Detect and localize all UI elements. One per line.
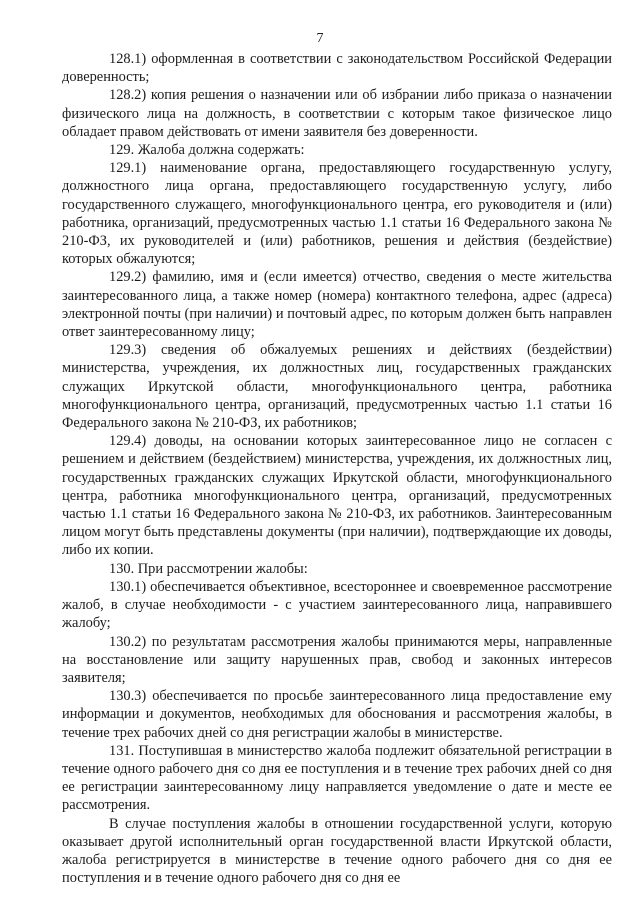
paragraph-130-heading: 130. При рассмотрении жалобы:	[109, 560, 308, 577]
paragraph-129-2: 129.2) фамилию, имя и (если имеется) отчество, сведения о месте жительства заинтересованного лица, а также номер (номера) контактного телефона, адрес (адреса) электронной почты (при наличии) и почтовый адрес, по которым должен быть направлен ответ заинтересованному лицу;	[62, 269, 612, 341]
paragraph-129-4: 129.4) доводы, на основании которых заинтересованное лицо не согласен с решением и действием (бездействием) министерства, учреждения, их должностных лиц, государственных гражданских служащих Иркутской области, многофункционального центра, работника многофункционального центра, организаций, предусмотренных частью 1.1 статьи 16 Федерального закона № 210-ФЗ, их работников. Заинтересованным лицом могут быть представлены документы (при наличии), подтверждающие их доводы, либо их копии.	[62, 433, 612, 559]
paragraph-131: 131. Поступившая в министерство жалоба подлежит обязательной регистрации в течение одного рабочего дня со дня ее поступления и в течение трех рабочих дней со дня ее регистрации заинтересованному лицу направляется уведомление о дате и месте ее рассмотрения.	[62, 742, 612, 814]
document-body	[62, 50, 612, 887]
paragraph-130-3: 130.3) обеспечивается по просьбе заинтересованного лица предоставление ему информации и документов, необходимых для обоснования и рассмотрения жалобы, в течение трех рабочих дней со дня регистрации жалобы в министерстве.	[62, 688, 612, 741]
paragraph-129-3: 129.3) сведения об обжалуемых решениях и действиях (бездействии) министерства, учреждения, их должностных лиц, государственных гражданских служащих Иркутской области, многофункционального центра, работника многофункционального центра, организаций, предусмотренных частью 1.1 статьи 16 Федерального закона № 210-ФЗ, их работников;	[62, 342, 612, 432]
paragraph-128-1: 128.1) оформленная в соответствии с законодательством Российской Федерации доверенность;	[62, 51, 612, 86]
paragraph-129-1: 129.1) наименование органа, предоставляющего государственную услугу, должностного лица органа, предоставляющего государственную услугу, либо государственного служащего, многофункционального центра, его руководителя и (или) работника, организаций, предусмотренных частью 1.1 статьи 16 Федерального закона № 210-ФЗ, их руководителей и (или) работников, решения и действия (бездействие) которых обжалуются;	[62, 160, 612, 268]
paragraph-130-1: 130.1) обеспечивается объективное, всестороннее и своевременное рассмотрение жалоб, в случае необходимости - с участием заинтересованного лица, направившего жалобу;	[62, 578, 612, 632]
paragraph-130-2: 130.2) по результатам рассмотрения жалобы принимаются меры, направленные на восстановление или защиту нарушенных прав, свобод и законных интересов заявителя;	[62, 633, 612, 686]
page-number: 7	[316, 31, 324, 46]
paragraph-131-continued: В случае поступления жалобы в отношении государственной услуги, которую оказывает другой исполнительный орган государственной власти Иркутской области, жалоба регистрируется в министерстве в течение одного рабочего дня со дня ее поступления и в течение одного рабочего дня со дня ее	[62, 815, 612, 887]
paragraph-129-heading: 129. Жалоба должна содержать:	[109, 142, 305, 159]
paragraph-128-2: 128.2) копия решения о назначении или об избрании либо приказа о назначении физического лица на должность, в соответствии с которым такое физическое лицо обладает правом действовать от имени заявителя без доверенности.	[62, 87, 612, 140]
